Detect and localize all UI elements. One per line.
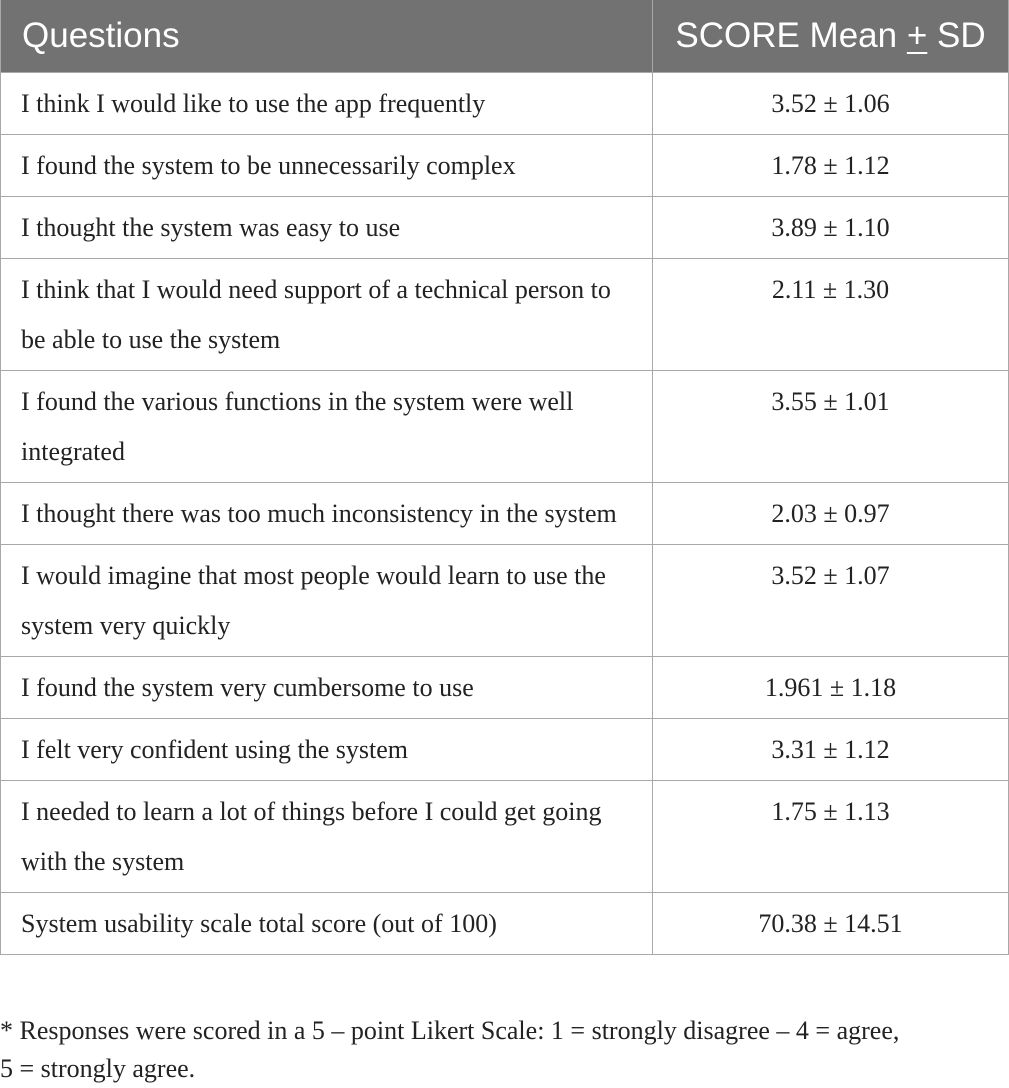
total-score-value: 70.38 ± 14.51	[653, 893, 1009, 955]
question-cell: I needed to learn a lot of things before I could get going with the system	[1, 781, 653, 893]
score-cell: 1.961 ± 1.18	[653, 657, 1009, 719]
score-cell: 3.89 ± 1.10	[653, 197, 1009, 259]
header-score-plus-minus: +	[906, 16, 928, 55]
header-score-prefix: SCORE Mean	[675, 16, 907, 55]
question-cell: I found the system very cumbersome to use	[1, 657, 653, 719]
table-header	[1, 0, 1009, 73]
question-cell: I thought the system was easy to use	[1, 197, 653, 259]
table-footnote	[0, 1012, 1009, 1088]
header-score-suffix: SD	[927, 16, 986, 55]
table-row	[1, 657, 1009, 719]
total-score-row	[1, 893, 1009, 955]
score-cell: 2.03 ± 0.97	[653, 483, 1009, 545]
table-row	[1, 545, 1009, 657]
question-cell: I found the various functions in the system were well integrated	[1, 371, 653, 483]
header-questions: Questions	[1, 0, 653, 73]
question-cell: I thought there was too much inconsistency in the system	[1, 483, 653, 545]
question-cell: I found the system to be unnecessarily complex	[1, 135, 653, 197]
header-score	[653, 0, 1009, 73]
table-row	[1, 259, 1009, 371]
question-cell: I think I would like to use the app frequently	[1, 73, 653, 135]
question-cell: I think that I would need support of a technical person to be able to use the system	[1, 259, 653, 371]
score-cell: 1.75 ± 1.13	[653, 781, 1009, 893]
total-score-label: System usability scale total score (out of 100)	[1, 893, 653, 955]
table-row	[1, 483, 1009, 545]
table-row	[1, 73, 1009, 135]
table-row	[1, 719, 1009, 781]
question-cell: I felt very confident using the system	[1, 719, 653, 781]
footnote-line-1: * Responses were scored in a 5 – point Likert Scale: 1 = strongly disagree – 4 = agree,	[0, 1016, 900, 1045]
header-row	[1, 0, 1009, 73]
table-row	[1, 197, 1009, 259]
table-row	[1, 371, 1009, 483]
table-row	[1, 135, 1009, 197]
score-cell: 3.52 ± 1.06	[653, 73, 1009, 135]
score-cell: 3.52 ± 1.07	[653, 545, 1009, 657]
score-cell: 3.31 ± 1.12	[653, 719, 1009, 781]
score-cell: 2.11 ± 1.30	[653, 259, 1009, 371]
footnote-line-2: 5 = strongly agree.	[0, 1054, 196, 1083]
score-cell: 3.55 ± 1.01	[653, 371, 1009, 483]
question-cell: I would imagine that most people would learn to use the system very quickly	[1, 545, 653, 657]
table-body	[1, 73, 1009, 955]
table-row	[1, 781, 1009, 893]
score-cell: 1.78 ± 1.12	[653, 135, 1009, 197]
